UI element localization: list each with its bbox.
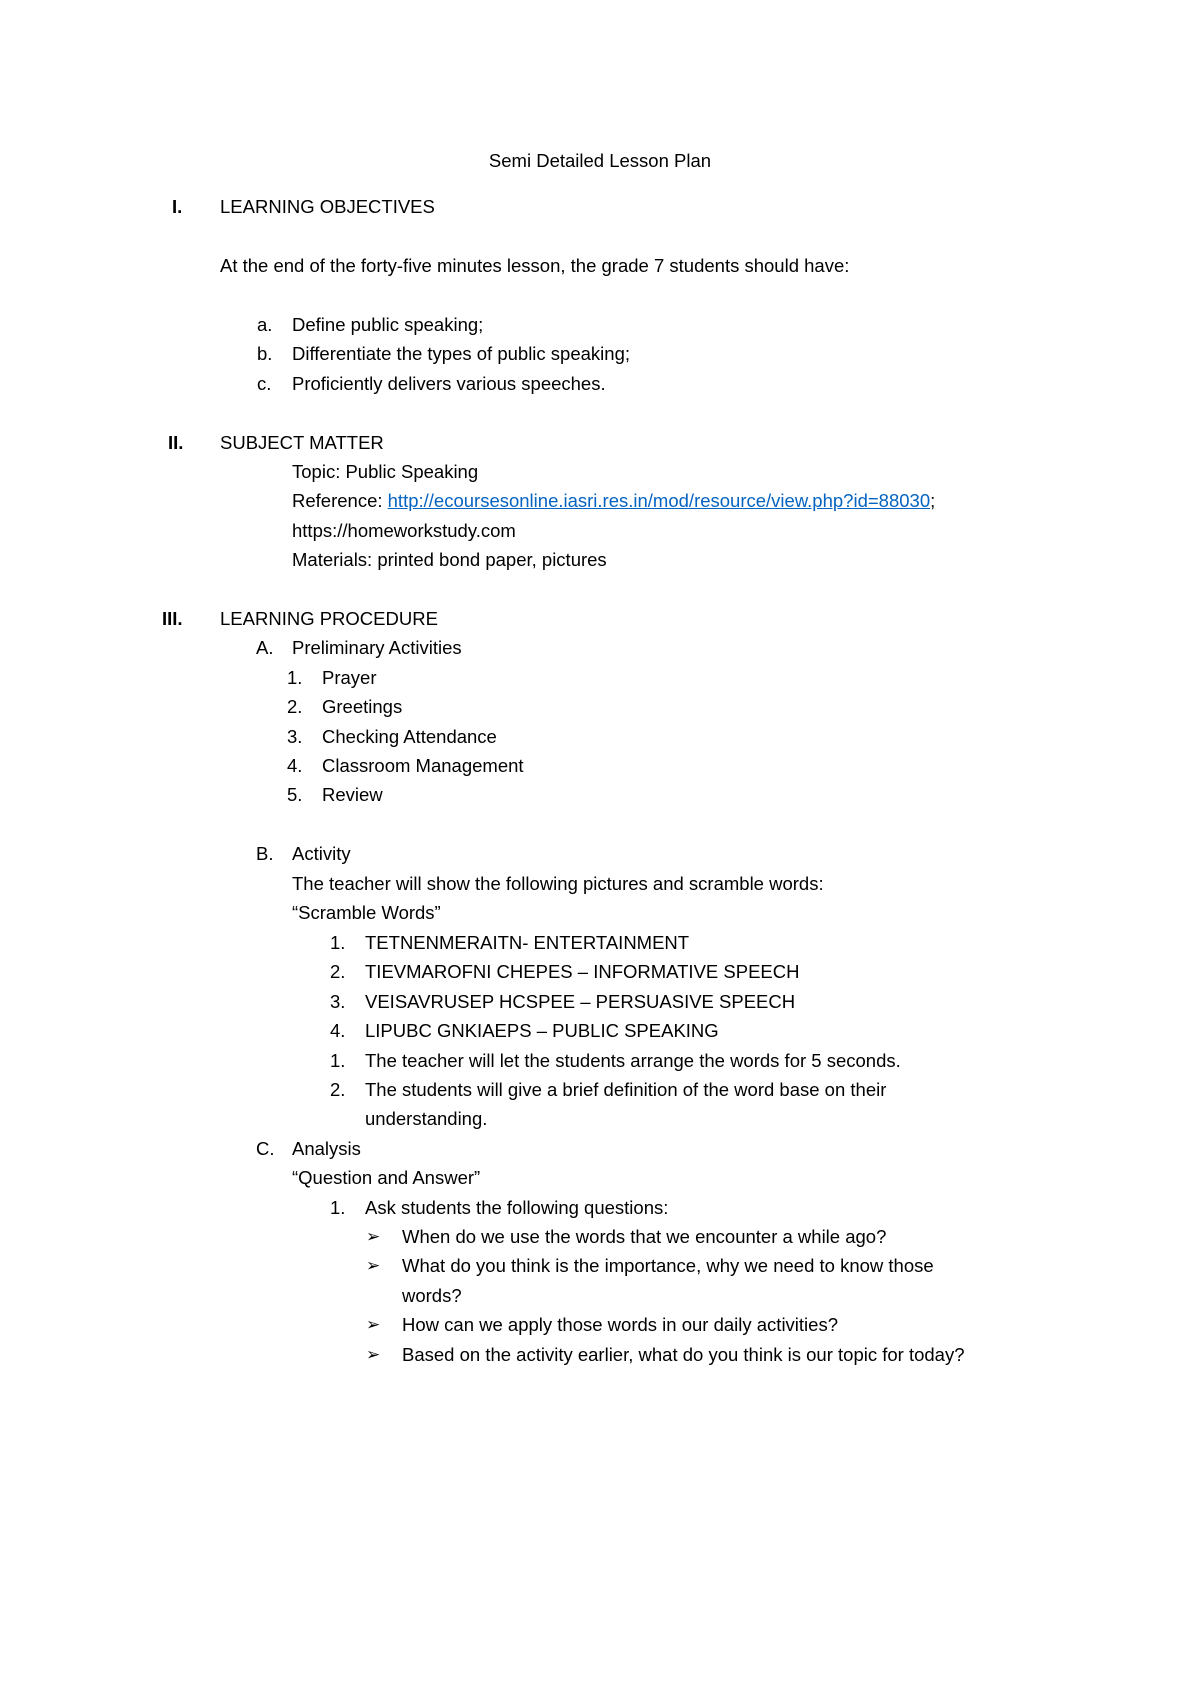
- scramble-marker: 2.: [330, 961, 346, 982]
- section-2-heading: SUBJECT MATTER: [220, 432, 384, 453]
- analysis-question-continuation: words?: [402, 1285, 462, 1306]
- subsection-c-heading: Analysis: [292, 1138, 361, 1159]
- objective-text: Differentiate the types of public speaking;: [292, 343, 631, 364]
- preliminary-marker: 2.: [287, 696, 303, 717]
- arrow-bullet-icon: ➢: [366, 1315, 381, 1334]
- reference-line: [292, 489, 935, 513]
- reference-label: Reference:: [292, 490, 388, 511]
- preliminary-item: Classroom Management: [322, 755, 524, 776]
- scramble-marker: 4.: [330, 1020, 346, 1041]
- topic-line: Topic: Public Speaking: [292, 461, 479, 482]
- section-2-numeral: II.: [168, 432, 184, 453]
- scramble-marker: 3.: [330, 991, 346, 1012]
- scramble-word: TIEVMAROFNI CHEPES – INFORMATIVE SPEECH: [365, 961, 800, 982]
- subsection-a-marker: A.: [256, 637, 274, 658]
- activity-step-continuation: understanding.: [365, 1108, 488, 1129]
- preliminary-marker: 5.: [287, 784, 303, 805]
- analysis-question: How can we apply those words in our daily activities?: [402, 1314, 838, 1335]
- activity-step-marker: 2.: [330, 1079, 346, 1100]
- analysis-subtitle: “Question and Answer”: [292, 1167, 481, 1188]
- activity-step-marker: 1.: [330, 1050, 346, 1071]
- reference-link[interactable]: http://ecoursesonline.iasri.res.in/mod/resource/view.php?id=88030: [387, 490, 931, 511]
- objective-text: Define public speaking;: [292, 314, 484, 335]
- activity-step: The teacher will let the students arrange the words for 5 seconds.: [365, 1050, 901, 1071]
- section-1-heading: LEARNING OBJECTIVES: [220, 196, 435, 217]
- arrow-bullet-icon: ➢: [366, 1345, 381, 1364]
- preliminary-item: Prayer: [322, 667, 377, 688]
- preliminary-item: Greetings: [322, 696, 403, 717]
- section-3-numeral: III.: [162, 608, 183, 629]
- scramble-word: TETNENMERAITN- ENTERTAINMENT: [365, 932, 690, 953]
- scramble-word: LIPUBC GNKIAEPS – PUBLIC SPEAKING: [365, 1020, 719, 1041]
- analysis-question: When do we use the words that we encounter a while ago?: [402, 1226, 887, 1247]
- scramble-marker: 1.: [330, 932, 346, 953]
- section-3-heading: LEARNING PROCEDURE: [220, 608, 438, 629]
- arrow-bullet-icon: ➢: [366, 1227, 381, 1246]
- objective-marker: a.: [257, 314, 273, 335]
- arrow-bullet-icon: ➢: [366, 1256, 381, 1275]
- subsection-b-marker: B.: [256, 843, 274, 864]
- analysis-question: Based on the activity earlier, what do you think is our topic for today?: [402, 1344, 965, 1365]
- objectives-intro: At the end of the forty-five minutes lesson, the grade 7 students should have:: [220, 255, 850, 276]
- objective-text: Proficiently delivers various speeches.: [292, 373, 606, 394]
- materials-line: Materials: printed bond paper, pictures: [292, 549, 607, 570]
- objective-marker: b.: [257, 343, 273, 364]
- reference-url-2: https://homeworkstudy.com: [292, 520, 516, 541]
- scramble-word: VEISAVRUSEP HCSPEE – PERSUASIVE SPEECH: [365, 991, 796, 1012]
- section-1-numeral: I.: [172, 196, 183, 217]
- preliminary-item: Checking Attendance: [322, 726, 497, 747]
- preliminary-marker: 1.: [287, 667, 303, 688]
- document-title: Semi Detailed Lesson Plan: [488, 150, 712, 171]
- preliminary-marker: 3.: [287, 726, 303, 747]
- activity-subtitle: “Scramble Words”: [292, 902, 441, 923]
- activity-step: The students will give a brief definition of the word base on their: [365, 1079, 887, 1100]
- preliminary-item: Review: [322, 784, 383, 805]
- preliminary-marker: 4.: [287, 755, 303, 776]
- analysis-question: What do you think is the importance, why we need to know those: [402, 1255, 934, 1276]
- activity-intro: The teacher will show the following pictures and scramble words:: [292, 873, 824, 894]
- subsection-b-heading: Activity: [292, 843, 351, 864]
- objective-marker: c.: [257, 373, 272, 394]
- analysis-step: Ask students the following questions:: [365, 1197, 669, 1218]
- reference-separator: ;: [930, 490, 936, 511]
- analysis-step-marker: 1.: [330, 1197, 346, 1218]
- subsection-a-heading: Preliminary Activities: [292, 637, 462, 658]
- subsection-c-marker: C.: [256, 1138, 275, 1159]
